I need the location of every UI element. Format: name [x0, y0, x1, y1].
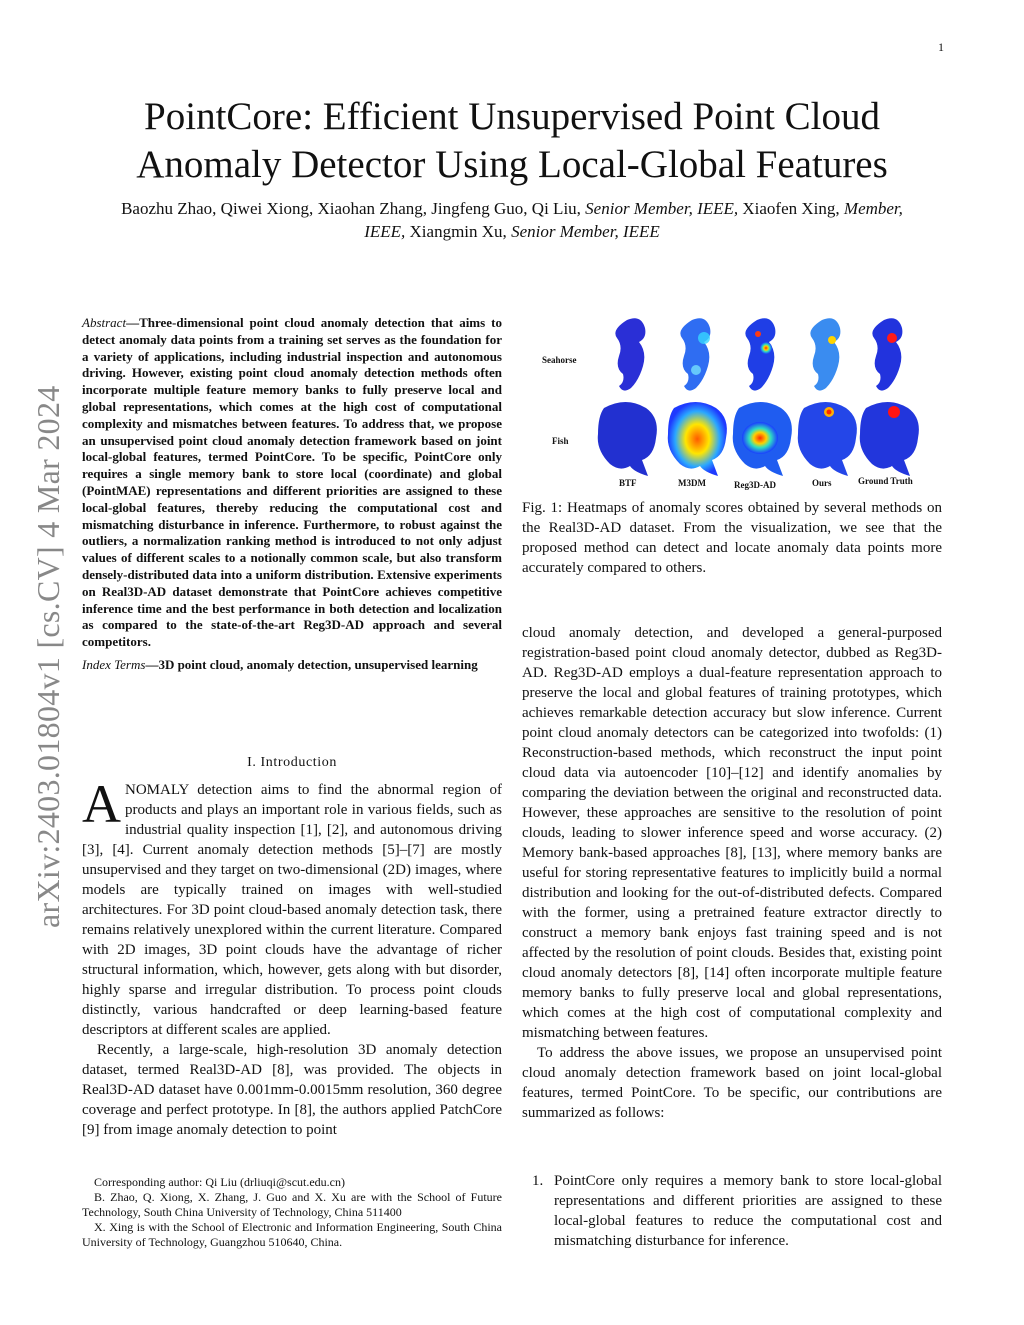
intro-p1-text: NOMALY detection aims to find the abnormal region of products and plays an important role in various fields, such as industrial quality inspection [1], [2], and autonomous driving [3], [4]. Current anomaly detection methods [5]–[7] are mostly unsupervised and they target on two-dimensional (2D) images, where models are typically trained on images with well-studied architectures. For 3D point cloud-based anomaly detection task, there remains relatively unexplored within the current literature. Compared with 2D images, 3D point clouds have the advantage of richer structural information, which, however, gets along with but disorder, highly sparse and irregular distribution. To process point clouds distinctly, various handcrafted or deep learning-based feature descriptors at different scales are applied.: [82, 782, 502, 1038]
abstract-label: Abstract: [82, 315, 127, 330]
member-title: Senior Member, IEEE: [511, 222, 660, 241]
fish-btf: [598, 402, 657, 476]
author-list: [112, 197, 912, 243]
footnote-corresponding: Corresponding author: Qi Liu (drliuqi@scut.edu.cn): [94, 1175, 346, 1189]
section-heading: I. Introduction: [247, 755, 337, 770]
intro-body: [82, 774, 502, 1140]
title-line-1: PointCore: Efficient Unsupervised Point Cloud: [144, 95, 880, 138]
right-paragraph-2: To address the above issues, we propose an unsupervised point cloud anomaly detection framework based on joint local-global features, termed PointCore. To be specific, our contributions are summarized as follows:: [522, 1045, 942, 1121]
seahorse-reg3d: [745, 318, 775, 390]
abstract: [82, 315, 502, 674]
row-label-seahorse: Seahorse: [542, 355, 577, 365]
figure-caption: Fig. 1: Heatmaps of anomaly scores obtained by several methods on the Real3D-AD dataset. From the visualization, we see that the proposed method can detect and locate anomaly data points more accurately compared to others.: [522, 500, 942, 576]
fish-ours: [798, 402, 857, 476]
col-label-ground-truth: Ground Truth: [858, 476, 913, 486]
col-label-ours: Ours: [812, 478, 832, 488]
index-terms-text: —3D point cloud, anomaly detection, unsupervised learning: [145, 656, 478, 672]
contribution-item: [522, 1171, 942, 1251]
authors-part: Baozhu Zhao, Qiwei Xiong, Xiaohan Zhang, Jingfeng Guo, Qi Liu,: [121, 199, 586, 218]
arxiv-watermark: arXiv:2403.01804v1 [cs.CV] 4 Mar 2024: [30, 385, 66, 928]
figure-heatmaps: [522, 308, 942, 493]
col-label-btf: BTF: [619, 478, 637, 488]
member-title: Senior Member, IEEE,: [585, 199, 739, 218]
footnote-affiliation-2: X. Xing is with the School of Electronic and Information Engineering, South China University of Technology, Guangzhou 510640, China.: [82, 1220, 502, 1249]
right-paragraph-1: cloud anomaly detection, and developed a general-purposed registration-based point cloud anomaly detector, dubbed as Reg3D-AD. Reg3D-AD employs a dual-feature representation approach to preserve the local and global features of training prototypes, which achieves remarkable detection accuracy but slow inference. Current point cloud anomaly detectors can be categorized into twofolds: (1) Reconstruction-based methods, which reconstruct the input point cloud data via autoencoder [10]–[12] and identify anomalies by comparing the deviation between the original and reconstructed data. However, these approaches are sensitive to the resolution of point clouds, leading to slower inference speed and worse accuracy. (2) Memory bank-based approaches [8], [13], where memory banks are useful for storing representative features to implicitly build a normal distribution and looking for the out-of-distributed defects. Compared with the former, using a pretrained feature extractor directly to construct a memory bank enjoys fast training speed and is not affected by the resolution of point clouds. Besides that, existing point cloud anomaly detectors [8], [14] often incorporate multiple feature memory banks to fully preserve local and global representations, which comes at the high cost of computational complexity and mismatching between features.: [522, 625, 942, 1041]
drop-cap: A: [82, 774, 121, 834]
col-label-m3dm: M3DM: [678, 478, 706, 488]
member-title: Member, IEEE,: [364, 199, 903, 241]
index-terms-label: Index Terms: [82, 656, 146, 672]
abstract-text: —Three-dimensional point cloud anomaly detection that aims to detect anomaly data points from a training set serves as the foundation for a variety of applications, including industrial inspection and autonomous driving. However, existing point cloud anomaly detection methods often incorporate multiple feature memory banks to fully preserve local and global representations, which comes at the high cost of computational complexity and mismatches between features. To address that, we propose an unsupervised point cloud anomaly detection framework based on joint local-global features, termed PointCore. To be specific, PointCore only requires a single memory bank to store local (coordinate) and global (PointMAE) representations and different priorities are assigned to these local-global features, thereby reducing the computational cost and mismatching disturbance in inference. Furthermore, to robust against the outliers, a normalization ranking method is introduced to not only adjust values of different scales to a notionally common scale, but also transform densely-distributed data into a uniform distribution. Extensive experiments on Real3D-AD dataset demonstrate that PointCore achieves competitive inference time and the best performance in both detection and localization as compared to the state-of-the-art Reg3D-AD approach and several competitors.: [82, 315, 502, 650]
fish-reg3d: [733, 402, 792, 476]
right-body: [522, 623, 942, 1123]
seahorse-m3dm: [680, 318, 710, 390]
page-number: 1: [938, 40, 944, 54]
fish-ground-truth: [860, 402, 919, 476]
col-label-reg3d: Reg3D-AD: [734, 480, 776, 490]
intro-paragraph-1: [82, 774, 502, 1040]
intro-paragraph-2: Recently, a large-scale, high-resolution 3D anomaly detection dataset, termed Real3D-AD [8], was provided. The objects in Real3D-AD dataset have 0.001mm-0.0015mm resolution, 360 degree coverage and perfect prototype. In [8], the authors applied PatchCore [9] from image anomaly detection to point: [82, 1042, 502, 1138]
seahorse-ground-truth: [872, 318, 902, 390]
paper-title: [0, 93, 1024, 189]
fish-m3dm: [668, 402, 727, 476]
contribution-number: 1.: [532, 1173, 544, 1189]
authors-part: Xiangmin Xu,: [405, 222, 512, 241]
contributions-list: [522, 1171, 942, 1251]
authors-part: Xiaofen Xing,: [738, 199, 844, 218]
title-line-2: Anomaly Detector Using Local-Global Features: [136, 143, 888, 186]
seahorse-ours: [810, 318, 840, 390]
seahorse-btf: [615, 318, 645, 390]
heatmap-graphic: [522, 308, 942, 493]
footnote-affiliation-1: B. Zhao, Q. Xiong, X. Zhang, J. Guo and X. Xu are with the School of Future Technology, South China University of Technology, China 511400: [82, 1190, 502, 1219]
footnotes: [82, 1175, 502, 1250]
row-label-fish: Fish: [552, 436, 569, 446]
contribution-text: PointCore only requires a memory bank to store local-global representations and different priorities are assigned to these local-global features to reduce the computational cost and mismatching disturbance for inference.: [554, 1173, 942, 1249]
